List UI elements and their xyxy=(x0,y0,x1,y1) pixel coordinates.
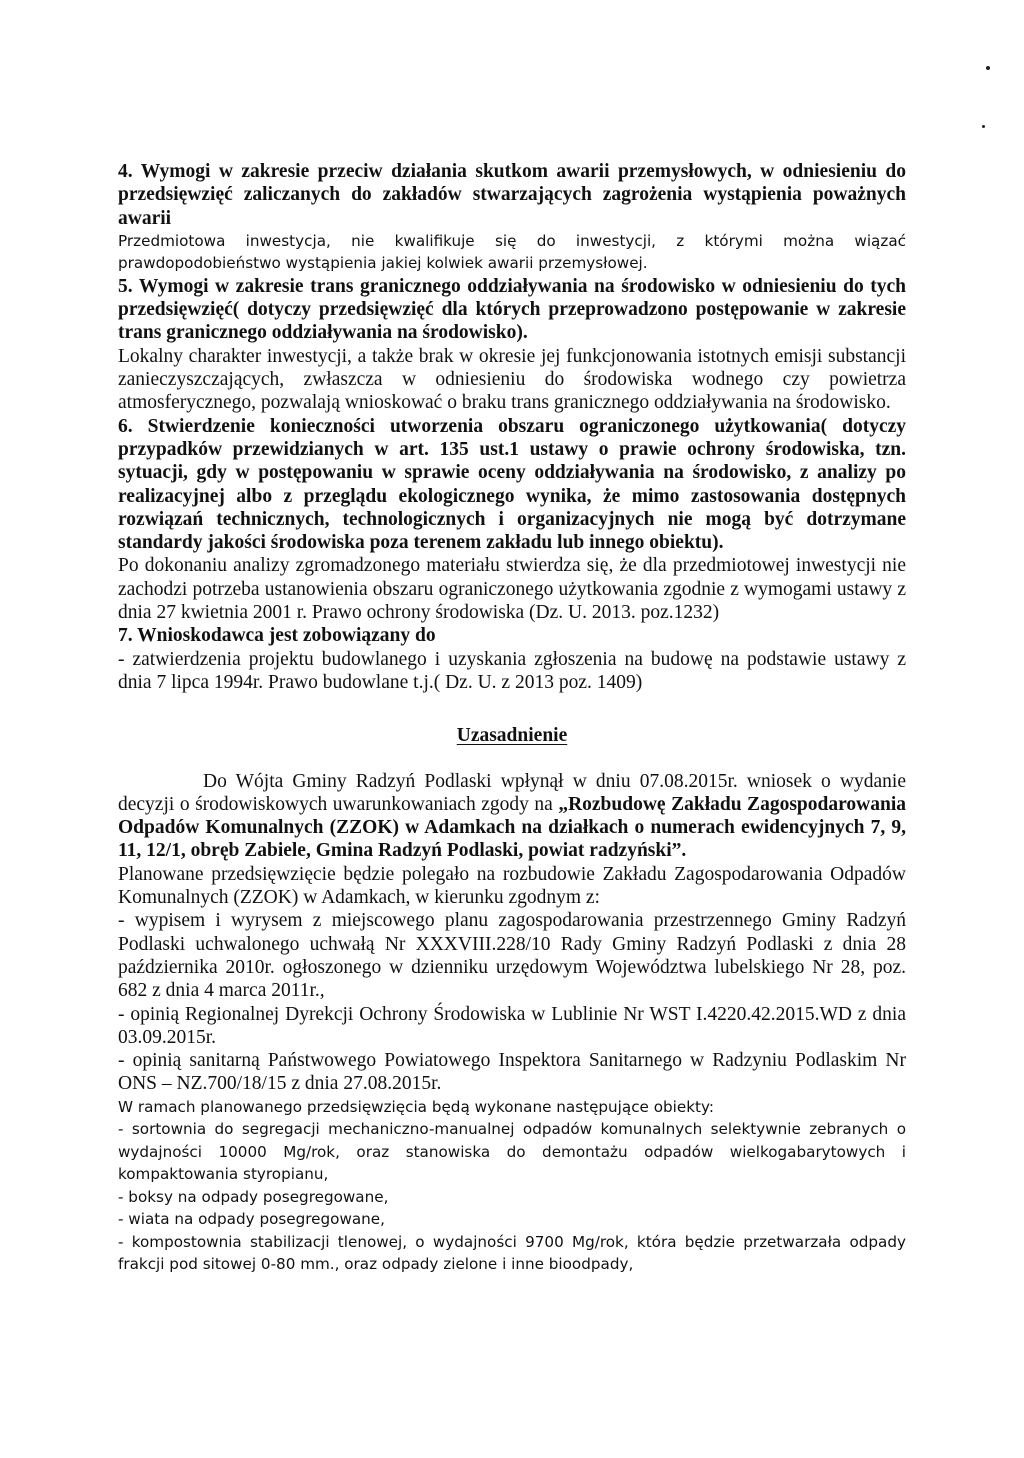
justification-title: Uzasadnienie xyxy=(456,725,568,747)
project-name: „Rozbudowę Zakładu Zagospodarowania Odpadów Komunalnych (ZZOK) w Adamkach na działkach o numerach ewidencyjnych 7, 9, 11, 12/1, obręb Zabiele, Gmina Radzyń Podlaski, powiat radzyński”. xyxy=(118,793,906,862)
objects-intro: W ramach planowanego przedsięwzięcia będą wykonane następujące obiekty: xyxy=(118,1097,714,1116)
section-6-heading: 6. Stwierdzenie konieczności utworzenia obszaru ograniczonego użytkowania( dotyczy przypadków przewidzianych w art. 135 ust.1 ustawy o prawie ochrony środowiska, tzn. sytuacji, gdy w postępowaniu w sprawie oceny oddziaływania na środowisko, z analizy po realizacyjnej albo z przeglądu ekologicznego wynika, że mimo zastosowania dostępnych rozwiązań technicznych, technologicznych i organizacyjnych nie mogą być dotrzymane standardy jakości środowiska poza terenem zakładu lub innego obiektu). xyxy=(118,415,906,554)
object-item-shed: - wiata na odpady posegregowane, xyxy=(118,1210,385,1229)
intro-text: Do Wójta Gminy Radzyń Podlaski wpłynął w dniu 07.08.2015r. wniosek o wydanie decyzji o środowiskowych uwarunkowaniach zgody na xyxy=(118,770,906,815)
scan-speck xyxy=(986,66,990,70)
section-5-heading: 5. Wymogi w zakresie trans granicznego oddziaływania na środowisko w odniesieniu do tych przedsięwzięć( dotyczy przedsięwzięć dla których przeprowadzono postępowanie w zakresie trans granicznego oddziaływania na środowisko). xyxy=(118,275,906,344)
compliance-item-rdos: - opinią Regionalnej Dyrekcji Ochrony Środowiska w Lublinie Nr WST I.4220.42.2015.WD z dnia 03.09.2015r. xyxy=(118,1003,906,1048)
section-4-body: Przedmiotowa inwestycja, nie kwalifikuje się do inwestycji, z którymi można wiązać prawdopodobieństwo wystąpienia jakiej kolwiek awarii przemysłowej. xyxy=(118,231,906,273)
planned-paragraph: Planowane przedsięwzięcie będzie polegało na rozbudowie Zakładu Zagospodarowania Odpadów Komunalnych (ZZOK) w Adamkach, w kierunku zgodnym z: xyxy=(118,863,906,909)
section-6-body: Po dokonaniu analizy zgromadzonego materiału stwierdza się, że dla przedmiotowej inwestycji nie zachodzi potrzeba ustanowienia obszaru ograniczonego użytkowania zgodnie z wymogami ustawy z dnia 27 kwietnia 2001 r. Prawo ochrony środowiska (Dz. U. 2013. poz.1232) xyxy=(118,555,906,624)
object-item-boxes: - boksy na odpady posegregowane, xyxy=(118,1187,389,1206)
section-7-heading: 7. Wnioskodawca jest zobowiązany do xyxy=(118,625,436,647)
scan-speck xyxy=(982,125,985,128)
object-item-composting: - kompostownia stabilizacji tlenowej, o wydajności 9700 Mg/rok, która będzie przetwarzała odpady frakcji pod sitowej 0-80 mm., oraz odpady zielone i inne bioodpady, xyxy=(118,1232,906,1274)
compliance-item-sanepid: - opinią sanitarną Państwowego Powiatowego Inspektora Sanitarnego w Radzyniu Podlaskim Nr ONS – NZ.700/18/15 z dnia 27.08.2015r. xyxy=(118,1050,906,1095)
section-4-heading: 4. Wymogi w zakresie przeciw działania skutkom awarii przemysłowych, w odniesieniu do przedsięwzięć zaliczanych do zakładów stwarzających zagrożenia wystąpienia poważnych awarii xyxy=(118,161,906,229)
object-item-sorting: - sortownia do segregacji mechaniczno-manualnej odpadów komunalnych selektywnie zebranych o wydajności 10000 Mg/rok, oraz stanowiska do demontażu odpadów wielkogabarytowych i kompaktowania styropianu, xyxy=(118,1120,906,1184)
justification-intro xyxy=(118,770,906,863)
section-5-body: Lokalny charakter inwestycji, a także brak w okresie jej funkcjonowania istotnych emisji substancji zanieczyszczających, zwłaszcza w odniesieniu do środowiska wodnego czy powietrza atmosferycznego, pozwalają wnioskować o braku trans granicznego oddziaływania na środowisko. xyxy=(118,345,906,414)
compliance-item-plan: - wypisem i wyrysem z miejscowego planu zagospodarowania przestrzennego Gminy Radzyń Podlaski uchwalonego uchwałą Nr XXXVIII.228/10 Rady Gminy Radzyń Podlaski z dnia 28 października 2010r. ogłoszonego w dzienniku urzędowym Województwa lubelskiego Nr 28, poz. 682 z dnia 4 marca 2011r., xyxy=(118,910,906,1002)
document-page xyxy=(118,160,906,1276)
section-7-body: - zatwierdzenia projektu budowlanego i uzyskania zgłoszenia na budowę na podstawie ustawy z dnia 7 lipca 1994r. Prawo budowlane t.j.( Dz. U. z 2013 poz. 1409) xyxy=(118,648,906,693)
justification-title-row xyxy=(118,724,906,747)
